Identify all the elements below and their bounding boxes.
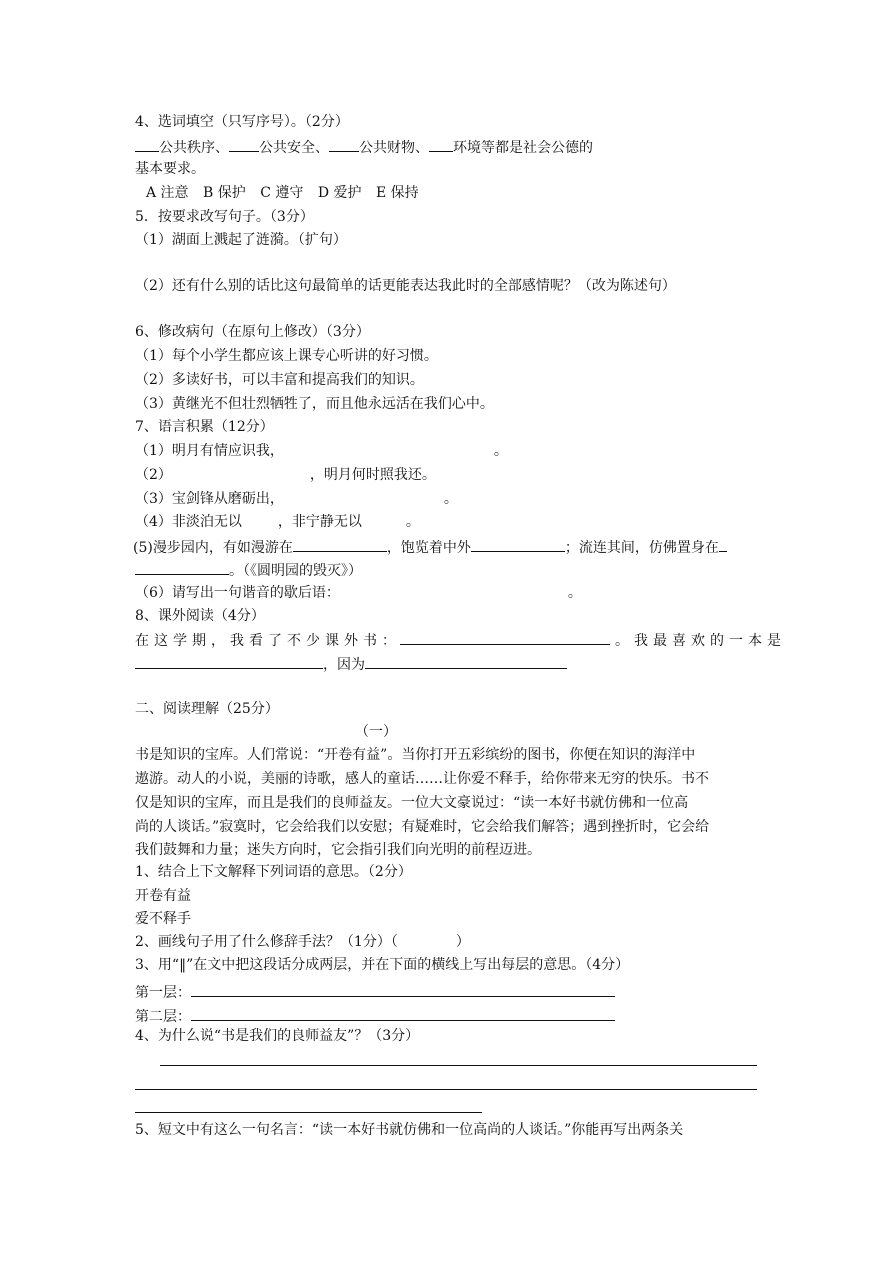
q6-title: 6、修改病句（在原句上修改）（3分） bbox=[135, 324, 370, 340]
blank[interactable] bbox=[329, 136, 359, 152]
r1-word1: 开卷有益 bbox=[135, 888, 191, 904]
q4-item: 公共财物、 bbox=[359, 140, 429, 156]
passage-line: 我们鼓舞和力量；迷失方向时，它会指引我们向光明的前程迈进。 bbox=[135, 842, 541, 858]
answer-line[interactable] bbox=[160, 1065, 757, 1066]
q7-item4: （4）非淡泊无以 ，非宁静无以 。 bbox=[135, 514, 420, 530]
blank[interactable] bbox=[365, 653, 567, 669]
r4-title: 4、为什么说“书是我们的良师益友”？（3分） bbox=[135, 1028, 420, 1044]
q5-title: 5．按要求改写句子。（3分） bbox=[135, 209, 314, 225]
q5-item2: （2）还有什么别的话比这句最简单的话更能表达我此时的全部感情呢？（改为陈述句） bbox=[135, 278, 676, 294]
q7-item3: （3）宝剑锋从磨砺出， 。 bbox=[135, 491, 458, 507]
q6-item2: （2）多读好书，可以丰富和提高我们的知识。 bbox=[135, 372, 424, 388]
section2-subtitle: （一） bbox=[355, 724, 397, 740]
q7-item5: (5)漫步园内，有如漫游在 ，饱览着中外 ；流连其间，仿佛置身在 bbox=[133, 536, 727, 558]
blank[interactable] bbox=[135, 653, 323, 669]
option: E 保持 bbox=[375, 185, 419, 201]
blank[interactable] bbox=[135, 559, 229, 575]
q8-title: 8、课外阅读（4分） bbox=[135, 608, 265, 624]
option: A 注意 bbox=[146, 185, 189, 201]
q7-item1: （1）明月有情应识我， 。 bbox=[135, 443, 508, 459]
q4-item: 公共秩序、 bbox=[159, 140, 229, 156]
passage-line: 书是知识的宝库。人们常说：“开卷有益”。当你打开五彩缤纷的图书，你便在知识的海洋中 bbox=[135, 747, 696, 763]
r3-title: 3、用“‖”在文中把这段话分成两层，并在下面的横线上写出每层的意思。（4分） bbox=[135, 957, 630, 973]
passage-line: 仅是知识的宝库，而且是我们的良师益友。一位大文豪说过：“读一本好书就仿佛和一位高 bbox=[135, 795, 689, 811]
answer-line[interactable] bbox=[191, 1005, 615, 1021]
q5-item1: （1）湖面上溅起了涟漪。（扩句） bbox=[135, 232, 347, 248]
q8-line1: 在 这 学 期 ， 我 看 了 不 少 课 外 书 ： 。 我 最 喜 欢 的 一 本 是 bbox=[135, 629, 781, 651]
q8-line2: ，因为 bbox=[135, 653, 567, 675]
q6-item3: （3）黄继光不但壮烈牺牲了，而且他永远活在我们心中。 bbox=[135, 396, 494, 412]
section2-title: 二、阅读理解（25分） bbox=[135, 701, 279, 717]
blank[interactable] bbox=[471, 536, 565, 552]
q4-options bbox=[146, 183, 419, 203]
option: B 保护 bbox=[203, 185, 246, 201]
blank[interactable] bbox=[400, 629, 610, 645]
r1-title: 1、结合上下文解释下列词语的意思。（2分） bbox=[135, 864, 412, 880]
q4-blank-line bbox=[135, 136, 593, 158]
q6-item1: （1）每个小学生都应该上课专心听讲的好习惯。 bbox=[135, 348, 438, 364]
blank[interactable] bbox=[135, 136, 159, 152]
q4-line2: 基本要求。 bbox=[135, 161, 205, 177]
answer-line[interactable] bbox=[191, 981, 615, 997]
r3-layer2: 第二层： bbox=[135, 1005, 615, 1027]
r1-word2: 爱不释手 bbox=[135, 911, 191, 927]
blank[interactable] bbox=[429, 136, 453, 152]
blank[interactable] bbox=[719, 536, 727, 552]
option: D 爱护 bbox=[317, 185, 362, 201]
r5-title: 5、短文中有这么一句名言：“读一本好书就仿佛和一位高尚的人谈话。”你能再写出两条关 bbox=[135, 1122, 684, 1138]
blank[interactable] bbox=[293, 536, 387, 552]
answer-line[interactable] bbox=[135, 1112, 482, 1113]
q4-title: 4、选词填空（只写序号）。（2分） bbox=[135, 114, 349, 130]
passage-line: 遨游。动人的小说，美丽的诗歌，感人的童话……让你爱不释手，给你带来无穷的快乐。书不 bbox=[135, 771, 709, 787]
q7-item6: （6）请写出一句谐音的歇后语： 。 bbox=[135, 585, 582, 601]
q7-item2: （2） ，明月何时照我还。 bbox=[135, 467, 436, 483]
blank[interactable] bbox=[229, 136, 259, 152]
r2-question: 2、画线句子用了什么修辞手法？（1分）（ ） bbox=[135, 934, 470, 950]
r3-layer1: 第一层： bbox=[135, 981, 615, 1003]
q4-item: 公共安全、 bbox=[259, 140, 329, 156]
answer-line[interactable] bbox=[135, 1089, 757, 1090]
q4-item: 环境等都是社会公德的 bbox=[453, 140, 593, 156]
option: C 遵守 bbox=[260, 185, 304, 201]
passage-line: 尚的人谈话。”寂寞时，它会给我们以安慰；有疑难时，它会给我们解答；遇到挫折时，它会给 bbox=[135, 819, 710, 835]
q7-title: 7、语言积累（12分） bbox=[135, 419, 274, 435]
q7-item5-cont: 。（《圆明园的毁灭》） bbox=[135, 559, 362, 581]
